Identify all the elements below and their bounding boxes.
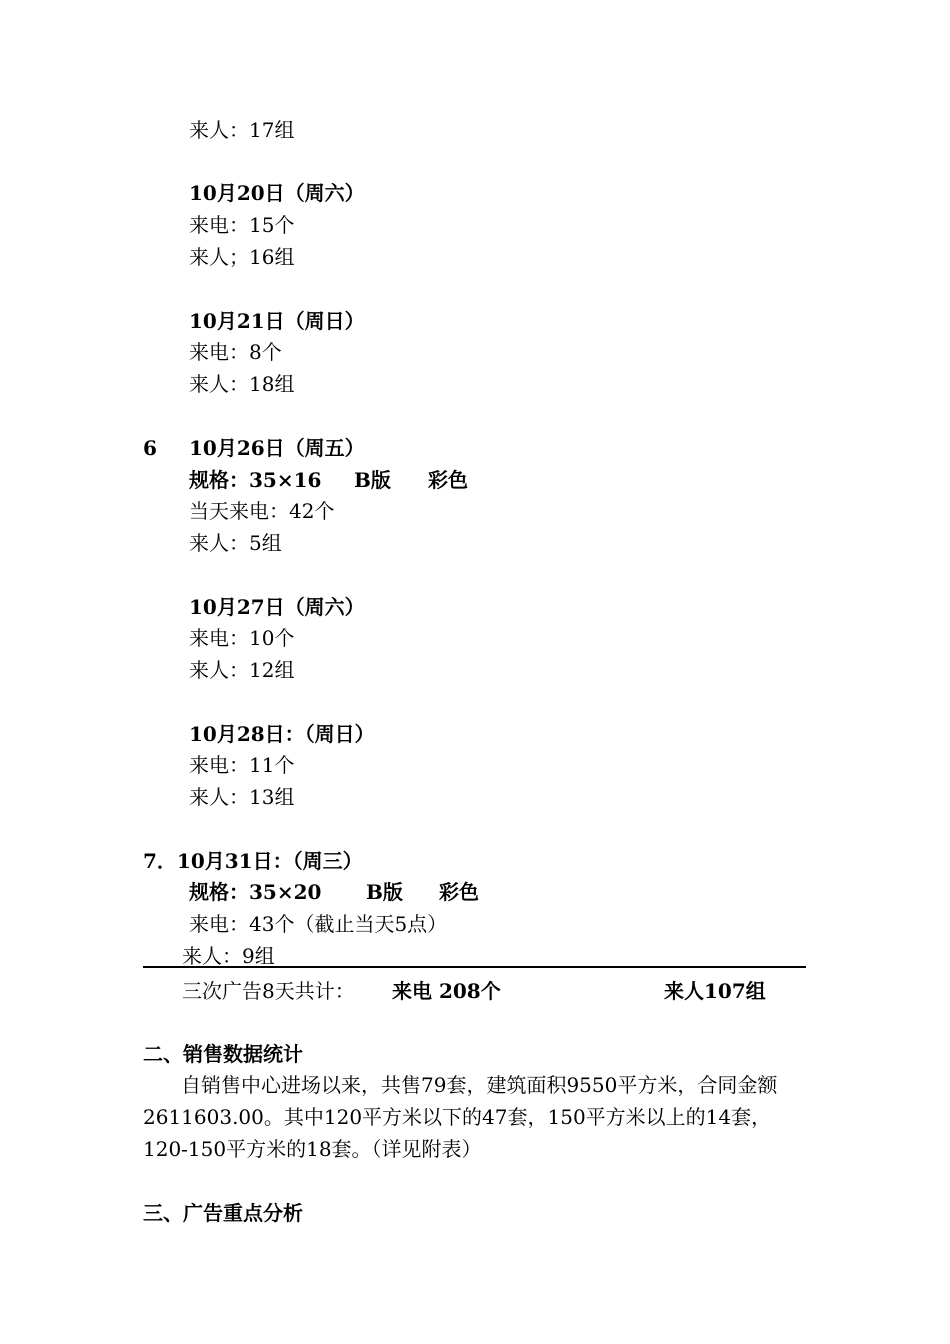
summary-visits: 来人107组 (664, 979, 766, 1003)
ad-spec-page: B版 (354, 468, 391, 492)
call-count-line: 来电：43个（截止当天5点） (189, 912, 448, 936)
visit-count-line: 来人：13组 (189, 785, 295, 809)
call-count-line: 来电：8个 (189, 340, 282, 364)
section-heading: 三、广告重点分析 (143, 1201, 303, 1225)
date-heading-oct26: 10月26日（周五） (189, 436, 365, 460)
visit-count-line: 来人：18组 (189, 372, 295, 396)
visit-count-line: 来人：9组 (182, 944, 275, 968)
date-heading-oct31: 7．10月31日：（周三） (143, 849, 363, 873)
ad-spec-page: B版 (366, 880, 403, 904)
call-count-line: 来电：11个 (189, 753, 295, 777)
date-heading-oct20: 10月20日（周六） (189, 181, 365, 205)
summary-label: 三次广告8天共计： (182, 979, 355, 1003)
call-count-line: 来电：10个 (189, 626, 295, 650)
visit-count-line: 来人：5组 (189, 531, 282, 555)
call-count-line: 来电：15个 (189, 213, 295, 237)
call-count-line: 当天来电：42个 (189, 499, 335, 523)
ad-spec-color: 彩色 (428, 468, 468, 492)
ad-spec-size: 规格：35×20 (189, 880, 322, 904)
date-heading-oct28: 10月28日：（周日） (189, 722, 375, 746)
item-number-6: 6 (143, 436, 157, 460)
visit-count-line: 来人：17组 (189, 118, 295, 142)
ad-spec-size: 规格：35×16 (189, 468, 322, 492)
date-heading-oct27: 10月27日（周六） (189, 595, 365, 619)
sales-paragraph: 自销售中心进场以来，共售79套，建筑面积9550平方米，合同金额2611603.00。其中120平方米以下的47套，150平方米以上的14套，120-150平方米的18套。（详见附表） (143, 1073, 778, 1161)
visit-count-line: 来人；16组 (189, 245, 295, 269)
summary-calls: 来电 208个 (392, 979, 501, 1003)
visit-count-line: 来人：12组 (189, 658, 295, 682)
date-heading-oct21: 10月21日（周日） (189, 309, 365, 333)
summary-divider (143, 966, 806, 968)
ad-spec-color: 彩色 (439, 880, 479, 904)
section-heading: 二、销售数据统计 (143, 1042, 303, 1066)
